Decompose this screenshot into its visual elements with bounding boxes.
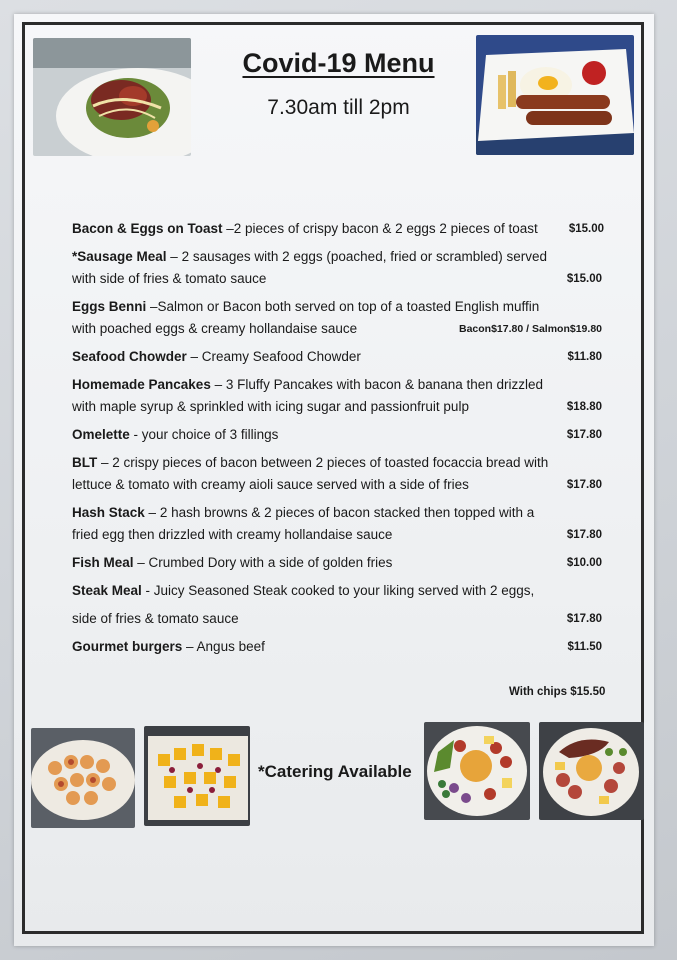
item-separator: – xyxy=(146,299,158,314)
item-name: Omelette xyxy=(72,427,130,442)
item-separator: – xyxy=(97,455,113,470)
menu-item xyxy=(72,636,602,658)
item-description: 2 crispy pieces of bacon between 2 pieces of toasted focaccia bread with xyxy=(112,455,549,470)
item-name: Steak Meal xyxy=(72,583,142,598)
item-description-cont: fried egg then drizzled with creamy hollandaise sauce xyxy=(72,527,393,542)
item-name: Hash Stack xyxy=(72,505,145,520)
canape-platter-photo xyxy=(31,728,135,828)
item-price: $11.50 xyxy=(567,641,602,653)
item-separator: - xyxy=(141,583,154,598)
item-price: $15.00 xyxy=(568,223,604,235)
menu-item xyxy=(72,246,602,290)
item-description: Crumbed Dory with a side of golden fries xyxy=(148,555,393,570)
item-description: 2 hash browns & 2 pieces of bacon stacked then topped with a xyxy=(159,505,535,520)
item-name: Gourmet burgers xyxy=(72,639,183,654)
antipasto-platter-photo xyxy=(424,722,530,820)
item-description-cont: lettuce & tomato with creamy aioli sauce served with a side of fries xyxy=(72,477,469,492)
item-description-cont: with poached eggs & creamy hollandaise sauce xyxy=(72,321,358,336)
item-separator: – xyxy=(186,349,202,364)
item-separator: –2 xyxy=(222,221,246,236)
menu-item xyxy=(72,424,602,446)
item-name: BLT xyxy=(72,455,98,470)
item-separator: – xyxy=(144,505,160,520)
item-price: Bacon$17.80 / Salmon$19.80 xyxy=(459,323,602,335)
menu-list xyxy=(72,218,602,658)
item-description: 2 sausages with 2 eggs (poached, fried or scrambled) served xyxy=(181,249,548,264)
item-price: $17.80 xyxy=(566,529,602,541)
item-price: $17.80 xyxy=(566,613,602,625)
item-description-cont: with maple syrup & sprinkled with icing sugar and passionfruit pulp xyxy=(72,399,469,414)
item-price: $17.80 xyxy=(566,429,602,441)
item-name: Eggs Benni xyxy=(72,299,147,314)
item-name: Homemade Pancakes xyxy=(72,377,211,392)
item-price: $10.00 xyxy=(566,557,602,569)
item-price: $15.00 xyxy=(566,273,602,285)
item-separator: - xyxy=(129,427,142,442)
item-description: Salmon or Bacon both served on top of a toasted English muffin xyxy=(157,299,540,314)
catering-notice: *Catering Available xyxy=(258,762,412,781)
fruit-skewers-photo xyxy=(144,726,250,826)
item-description-cont: side of fries & tomato sauce xyxy=(72,611,239,626)
item-description: Creamy Seafood Chowder xyxy=(201,349,361,364)
menu-item xyxy=(72,580,602,630)
item-price: $18.80 xyxy=(566,401,602,413)
item-description: pieces of crispy bacon & 2 eggs 2 pieces of toast xyxy=(245,221,538,236)
item-separator: – xyxy=(166,249,182,264)
item-description: Angus beef xyxy=(196,639,265,654)
menu-item xyxy=(72,502,602,546)
item-description: your choice of 3 fillings xyxy=(141,427,279,442)
menu-item xyxy=(72,374,602,418)
item-price: $11.80 xyxy=(567,351,602,363)
item-separator: – xyxy=(182,639,197,654)
item-name: *Sausage Meal xyxy=(72,249,167,264)
item-name: Bacon & Eggs on Toast xyxy=(72,221,223,236)
item-separator: – xyxy=(210,377,226,392)
item-description: Juicy Seasoned Steak cooked to your liking served with 2 eggs, xyxy=(153,583,535,598)
chips-price-note: With chips $15.50 xyxy=(509,686,606,698)
item-name: Fish Meal xyxy=(72,555,134,570)
item-description-cont: with side of fries & tomato sauce xyxy=(72,271,267,286)
menu-item xyxy=(72,296,602,340)
item-price: $17.80 xyxy=(566,479,602,491)
item-name: Seafood Chowder xyxy=(72,349,187,364)
menu-item xyxy=(72,346,602,368)
opening-hours: 7.30am till 2pm xyxy=(267,96,410,119)
menu-item xyxy=(72,218,602,240)
menu-title: Covid-19 Menu xyxy=(242,48,435,78)
menu-item xyxy=(72,452,602,496)
item-separator: – xyxy=(133,555,149,570)
item-description: 3 Fluffy Pancakes with bacon & banana then drizzled xyxy=(225,377,544,392)
meat-platter-photo xyxy=(539,722,644,820)
menu-item xyxy=(72,552,602,574)
